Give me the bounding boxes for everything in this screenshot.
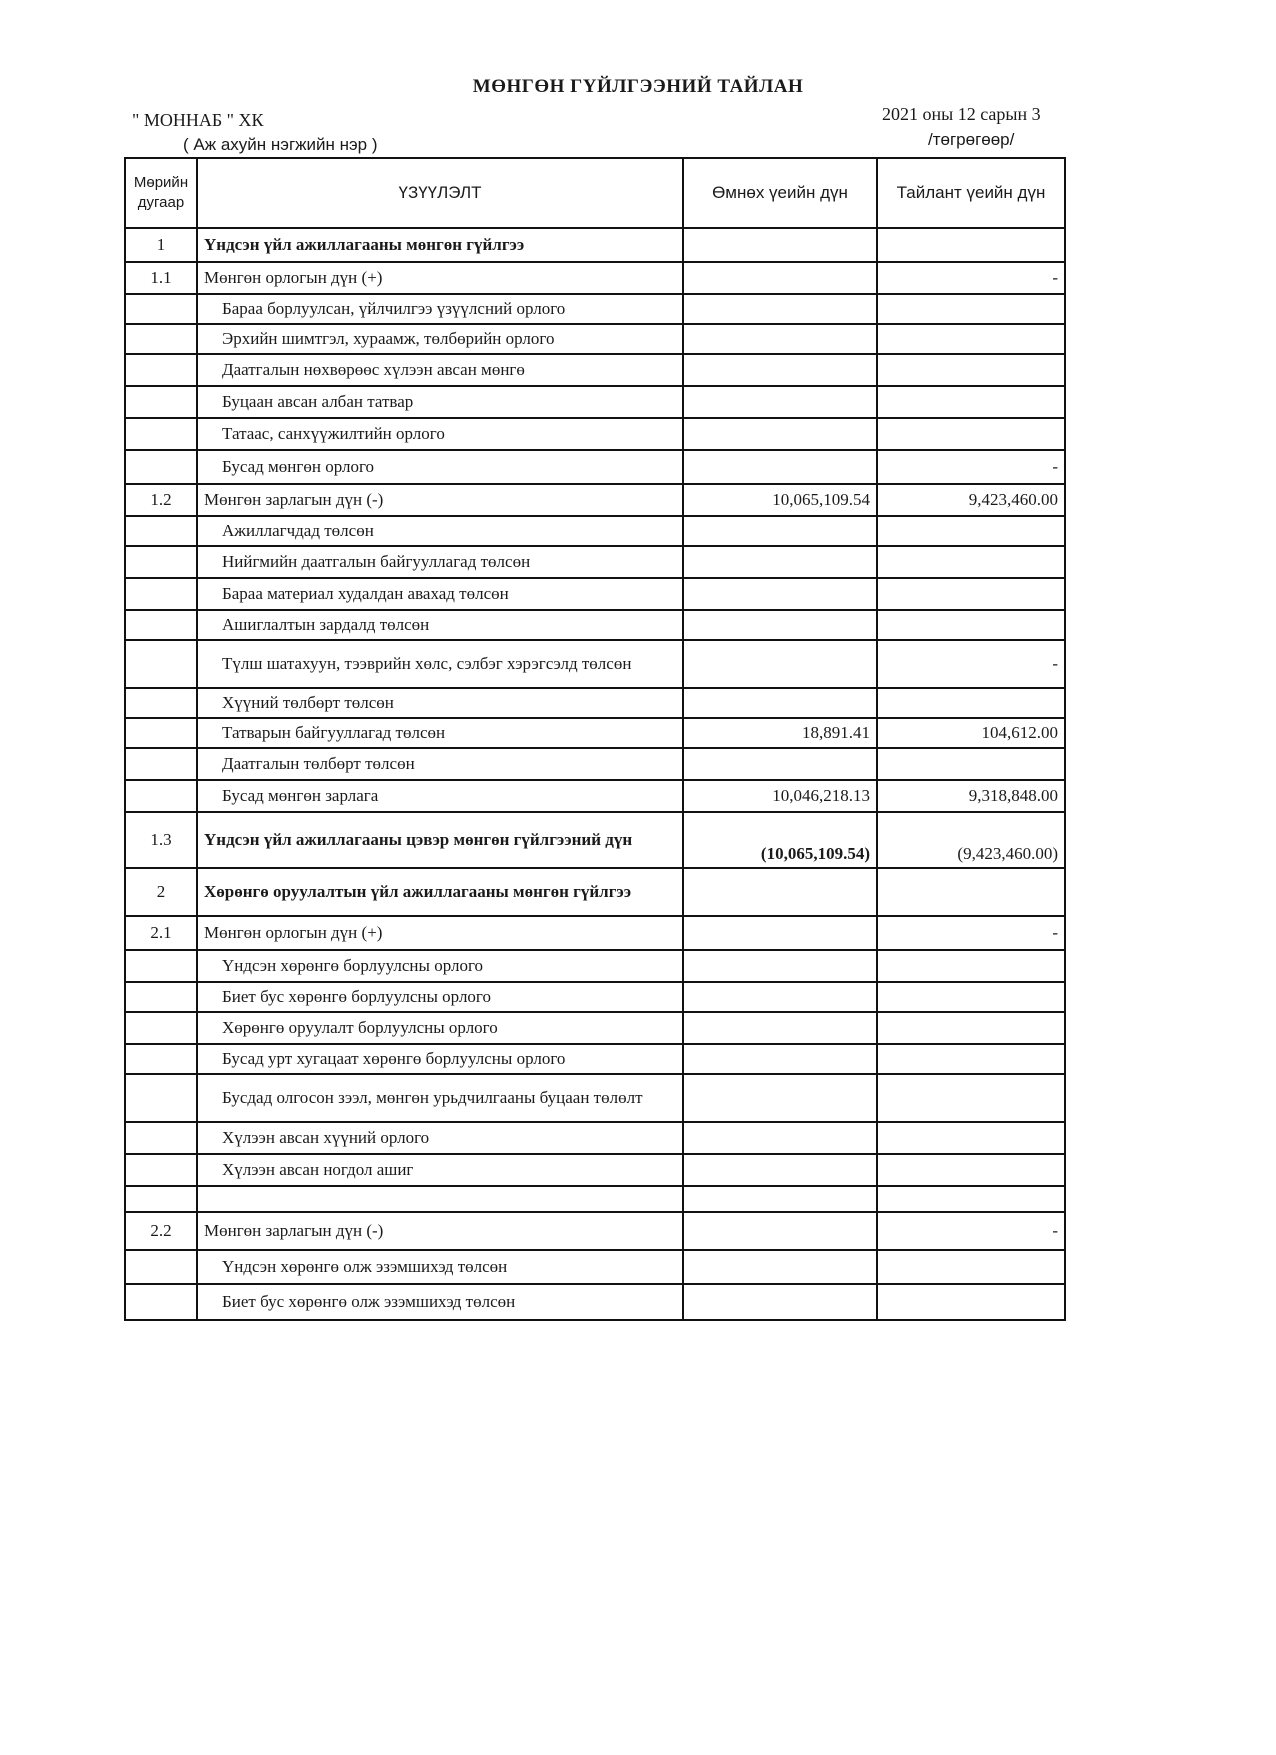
table-row [125,484,1065,516]
table-row [125,1154,1065,1186]
row-indicator: Бусад мөнгөн зарлага [197,780,683,812]
row-previous-value [683,1212,877,1250]
table-row [125,386,1065,418]
row-previous-value [683,1250,877,1284]
row-previous-value [683,640,877,688]
row-previous-value: 10,065,109.54 [683,484,877,516]
row-current-value [877,228,1065,262]
row-number [125,516,197,546]
table-row [125,294,1065,324]
table-row [125,688,1065,718]
row-current-value [877,610,1065,640]
row-previous-value [683,1186,877,1212]
table-row [125,950,1065,982]
row-previous-value [683,688,877,718]
row-indicator: Хүүний төлбөрт төлсөн [197,688,683,718]
row-indicator: Үндсэн үйл ажиллагааны цэвэр мөнгөн гүйлгээний дүн [197,812,683,868]
row-current-value [877,294,1065,324]
table-row [125,354,1065,386]
row-indicator: Татаас, санхүүжилтийн орлого [197,418,683,450]
row-previous-value [683,354,877,386]
row-indicator: Татварын байгууллагад төлсөн [197,718,683,748]
row-indicator: Бусад урт хугацаат хөрөнгө борлуулсны орлого [197,1044,683,1074]
row-number [125,1074,197,1122]
row-previous-value [683,450,877,484]
row-previous-value [683,916,877,950]
table-header-row [125,158,1065,228]
row-current-value: 9,318,848.00 [877,780,1065,812]
row-current-value: (9,423,460.00) [877,812,1065,868]
row-previous-value [683,516,877,546]
organization-caption: ( Аж ахуйн нэгжийн нэр ) [183,135,378,154]
row-number: 2.1 [125,916,197,950]
row-previous-value [683,610,877,640]
header-row-number: Мөрийн дугаар [125,158,197,228]
row-number [125,546,197,578]
row-number [125,578,197,610]
row-number [125,748,197,780]
row-previous-value [683,1154,877,1186]
row-indicator: Даатгалын төлбөрт төлсөн [197,748,683,780]
row-current-value: 104,612.00 [877,718,1065,748]
row-number [125,688,197,718]
row-current-value: - [877,262,1065,294]
row-indicator: Биет бус хөрөнгө борлуулсны орлого [197,982,683,1012]
row-indicator: Хөрөнгө оруулалт борлуулсны орлого [197,1012,683,1044]
row-number [125,640,197,688]
row-current-value [877,688,1065,718]
row-indicator: Бусдад олгосон зээл, мөнгөн урьдчилгааны буцаан төлөлт [197,1074,683,1122]
row-number [125,386,197,418]
table-row [125,982,1065,1012]
row-current-value: - [877,1212,1065,1250]
row-indicator: Түлш шатахуун, тээврийн хөлс, сэлбэг хэрэгсэлд төлсөн [197,640,683,688]
row-current-value [877,748,1065,780]
organization-name: " МОННАБ " ХК [132,110,264,130]
table-row [125,640,1065,688]
row-number: 2.2 [125,1212,197,1250]
table-row [125,450,1065,484]
row-number: 1.3 [125,812,197,868]
row-current-value [877,1284,1065,1320]
row-indicator: Хүлээн авсан хүүний орлого [197,1122,683,1154]
row-previous-value [683,228,877,262]
row-indicator: Мөнгөн орлогын дүн (+) [197,262,683,294]
row-current-value [877,386,1065,418]
row-previous-value [683,1122,877,1154]
row-number [125,1012,197,1044]
row-number [125,982,197,1012]
row-current-value [877,578,1065,610]
row-previous-value: 10,046,218.13 [683,780,877,812]
row-number [125,1122,197,1154]
table-row [125,262,1065,294]
row-indicator: Үндсэн үйл ажиллагааны мөнгөн гүйлгээ [197,228,683,262]
row-previous-value [683,950,877,982]
row-previous-value [683,578,877,610]
row-current-value: - [877,450,1065,484]
row-current-value [877,868,1065,916]
table-row [125,546,1065,578]
row-number: 2 [125,868,197,916]
table-row [125,1250,1065,1284]
table-row [125,228,1065,262]
row-number [125,1044,197,1074]
table-row [125,1012,1065,1044]
row-current-value [877,1154,1065,1186]
row-indicator: Мөнгөн зарлагын дүн (-) [197,1212,683,1250]
row-number: 1 [125,228,197,262]
row-indicator: Эрхийн шимтгэл, хураамж, төлбөрийн орлого [197,324,683,354]
header-indicator: ҮЗҮҮЛЭЛТ [197,158,683,228]
row-indicator: Үндсэн хөрөнгө борлуулсны орлого [197,950,683,982]
row-number [125,950,197,982]
row-indicator: Мөнгөн орлогын дүн (+) [197,916,683,950]
row-number [125,1154,197,1186]
row-previous-value [683,294,877,324]
row-previous-value [683,1074,877,1122]
currency-unit: /төгрөгөөр/ [928,130,1015,149]
row-indicator: Даатгалын нөхвөрөөс хүлээн авсан мөнгө [197,354,683,386]
row-previous-value [683,546,877,578]
table-row [125,868,1065,916]
row-number [125,718,197,748]
row-previous-value [683,1044,877,1074]
table-row [125,418,1065,450]
row-previous-value [683,1012,877,1044]
row-current-value [877,418,1065,450]
row-previous-value [683,982,877,1012]
row-indicator: Нийгмийн даатгалын байгууллагад төлсөн [197,546,683,578]
row-number [125,354,197,386]
row-number [125,610,197,640]
cash-flow-table [124,157,1066,1321]
table-row [125,610,1065,640]
row-current-value [877,516,1065,546]
row-indicator: Буцаан авсан албан татвар [197,386,683,418]
row-current-value [877,950,1065,982]
row-indicator: Бараа борлуулсан, үйлчилгээ үзүүлсний орлого [197,294,683,324]
table-row [125,748,1065,780]
table-row [125,916,1065,950]
row-number [125,1284,197,1320]
row-current-value [877,1074,1065,1122]
row-indicator: Үндсэн хөрөнгө олж эзэмшихэд төлсөн [197,1250,683,1284]
row-previous-value [683,324,877,354]
table-row [125,1284,1065,1320]
row-number [125,418,197,450]
row-indicator: Хөрөнгө оруулалтын үйл ажиллагааны мөнгөн гүйлгээ [197,868,683,916]
table-row [125,812,1065,868]
row-current-value [877,1186,1065,1212]
row-indicator: Ашиглалтын зардалд төлсөн [197,610,683,640]
row-current-value [877,324,1065,354]
row-previous-value: (10,065,109.54) [683,812,877,868]
row-current-value [877,546,1065,578]
row-indicator [197,1186,683,1212]
report-date: 2021 оны 12 сарын 3 [882,104,1041,124]
table-row [125,1212,1065,1250]
row-current-value: - [877,916,1065,950]
header-current-period: Тайлант үеийн дүн [877,158,1065,228]
table-row [125,1186,1065,1212]
row-current-value [877,982,1065,1012]
row-current-value [877,1250,1065,1284]
table-row [125,780,1065,812]
row-indicator: Хүлээн авсан ногдол ашиг [197,1154,683,1186]
row-number [125,324,197,354]
row-previous-value [683,386,877,418]
row-current-value [877,1122,1065,1154]
table-body [125,228,1065,1320]
table-row [125,324,1065,354]
row-previous-value [683,748,877,780]
table-row [125,516,1065,546]
row-number [125,1250,197,1284]
row-number [125,780,197,812]
row-indicator: Бусад мөнгөн орлого [197,450,683,484]
row-current-value [877,1012,1065,1044]
row-indicator: Бараа материал худалдан авахад төлсөн [197,578,683,610]
header-previous-period: Өмнөх үеийн дүн [683,158,877,228]
table-row [125,1044,1065,1074]
row-previous-value: 18,891.41 [683,718,877,748]
row-previous-value [683,418,877,450]
row-previous-value [683,262,877,294]
table-row [125,718,1065,748]
table-row [125,1122,1065,1154]
row-previous-value [683,1284,877,1320]
row-previous-value [683,868,877,916]
report-title: МӨНГӨН ГҮЙЛГЭЭНИЙ ТАЙЛАН [472,76,804,97]
table-row [125,578,1065,610]
row-number [125,1186,197,1212]
row-indicator: Ажиллагчдад төлсөн [197,516,683,546]
row-current-value [877,1044,1065,1074]
row-number: 1.1 [125,262,197,294]
row-number [125,450,197,484]
row-current-value: 9,423,460.00 [877,484,1065,516]
table-row [125,1074,1065,1122]
row-number: 1.2 [125,484,197,516]
row-indicator: Мөнгөн зарлагын дүн (-) [197,484,683,516]
row-current-value [877,354,1065,386]
row-number [125,294,197,324]
row-indicator: Биет бус хөрөнгө олж эзэмшихэд төлсөн [197,1284,683,1320]
row-current-value: - [877,640,1065,688]
